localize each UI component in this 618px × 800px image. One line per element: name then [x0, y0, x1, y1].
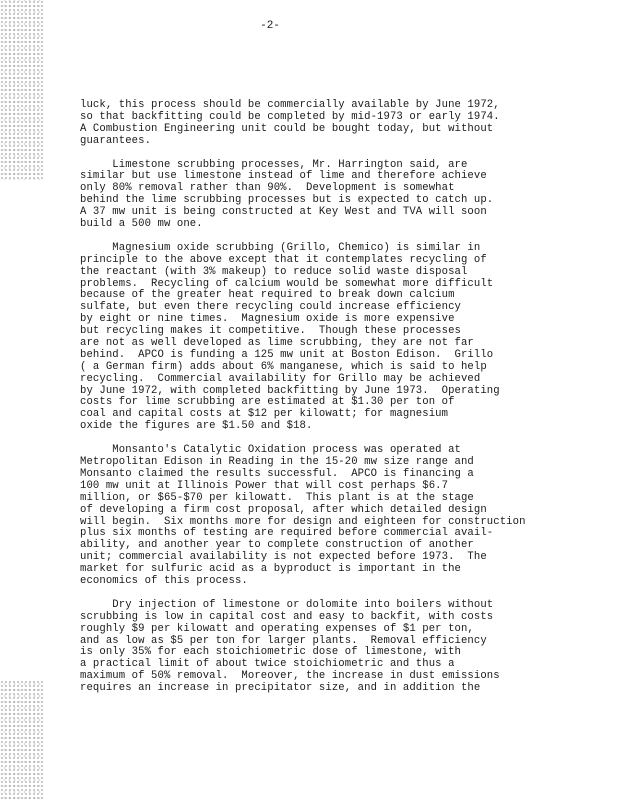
paragraph	[80, 100, 560, 148]
paragraph	[80, 600, 560, 695]
text-line: of developing a firm cost proposal, after which detailed design	[80, 503, 487, 516]
text-line: problems. Recycling of calcium would be somewhat more difficult	[80, 277, 494, 290]
text-line: A Combustion Engineering unit could be bought today, but without	[80, 122, 494, 135]
paragraph	[80, 243, 560, 433]
text-line: roughly $9 per kilowatt and operating expenses of $1 per ton,	[80, 622, 474, 635]
text-line: is only 35% for each stoichiometric dose of limestone, with	[80, 646, 461, 659]
text-line: the reactant (with 3% makeup) to reduce solid waste disposal	[80, 265, 468, 278]
text-line: similar but use limestone instead of lime and therefore achieve	[80, 170, 487, 183]
text-line: behind. APCO is funding a 125 mw unit at Boston Edison. Grillo	[80, 348, 494, 361]
text-line: requires an increase in precipitator size, and in addition the	[80, 682, 481, 695]
text-line: Magnesium oxide scrubbing (Grillo, Chemico) is similar in	[80, 241, 481, 254]
text-line: guarantees.	[80, 134, 152, 147]
text-line: by eight or nine times. Magnesium oxide is more expensive	[80, 313, 455, 326]
text-line: sulfate, but even there recycling could increase efficiency	[80, 301, 461, 314]
text-line: market for sulfuric acid as a byproduct is important in the	[80, 563, 461, 576]
text-line: because of the greater heat required to break down calcium	[80, 289, 455, 302]
text-line: A 37 mw unit is being constructed at Key West and TVA will soon	[80, 206, 487, 219]
paragraph-gap	[80, 148, 560, 160]
document-body	[80, 100, 560, 695]
text-line: maximum of 50% removal. Moreover, the increase in dust emissions	[80, 670, 500, 683]
text-line: oxide the figures are $1.50 and $18.	[80, 420, 313, 433]
text-line: ( a German firm) adds about 6% manganese, which is said to help	[80, 360, 487, 373]
text-line: scrubbing is low in capital cost and easy to backfit, with costs	[80, 610, 494, 623]
text-line: unit; commercial availability is not expected before 1973. The	[80, 551, 487, 564]
text-line: costs for lime scrubbing are estimated at $1.30 per ton of	[80, 396, 455, 409]
text-line: Monsanto claimed the results successful. APCO is financing a	[80, 467, 474, 480]
text-line: build a 500 mw one.	[80, 218, 203, 231]
paragraph	[80, 445, 560, 588]
text-line: are not as well developed as lime scrubbing, they are not far	[80, 337, 474, 350]
text-line: principle to the above except that it contemplates recycling of	[80, 253, 487, 266]
text-line: a practical limit of about twice stoichiometric and thus a	[80, 658, 455, 671]
text-line: Dry injection of limestone or dolomite into boilers without	[80, 598, 494, 611]
text-line: coal and capital costs at $12 per kilowatt; for magnesium	[80, 408, 449, 421]
text-line: will begin. Six months more for design and eighteen for construction	[80, 515, 526, 528]
text-line: only 80% removal rather than 90%. Development is somewhat	[80, 182, 455, 195]
text-line: 100 mw unit at Illinois Power that will cost perhaps $6.7	[80, 479, 449, 492]
text-line: economics of this process.	[80, 574, 248, 587]
scan-edge-clear	[0, 180, 44, 680]
text-line: ability, and another year to complete construction of another	[80, 539, 474, 552]
text-line: Metropolitan Edison in Reading in the 15-20 mw size range and	[80, 456, 474, 469]
text-line: recycling. Commercial availability for Grillo may be achieved	[80, 372, 481, 385]
text-line: by June 1972, with completed backfitting by June 1973. Operating	[80, 384, 500, 397]
text-line: Limestone scrubbing processes, Mr. Harrington said, are	[80, 158, 468, 171]
paragraph	[80, 160, 560, 231]
text-line: plus six months of testing are required before commercial avail-	[80, 527, 494, 540]
text-line: Monsanto's Catalytic Oxidation process was operated at	[80, 444, 461, 457]
text-line: but recycling makes it competitive. Though these processes	[80, 325, 461, 338]
text-line: and as low as $5 per ton for larger plants. Removal efficiency	[80, 634, 487, 647]
text-line: luck, this process should be commercially available by June 1972,	[80, 99, 500, 111]
text-line: behind the lime scrubbing processes but is expected to catch up.	[80, 194, 494, 207]
text-line: million, or $65-$70 per kilowatt. This plant is at the stage	[80, 491, 474, 504]
page-number: -2-	[260, 20, 280, 32]
text-line: so that backfitting could be completed by mid-1973 or early 1974.	[80, 110, 500, 123]
